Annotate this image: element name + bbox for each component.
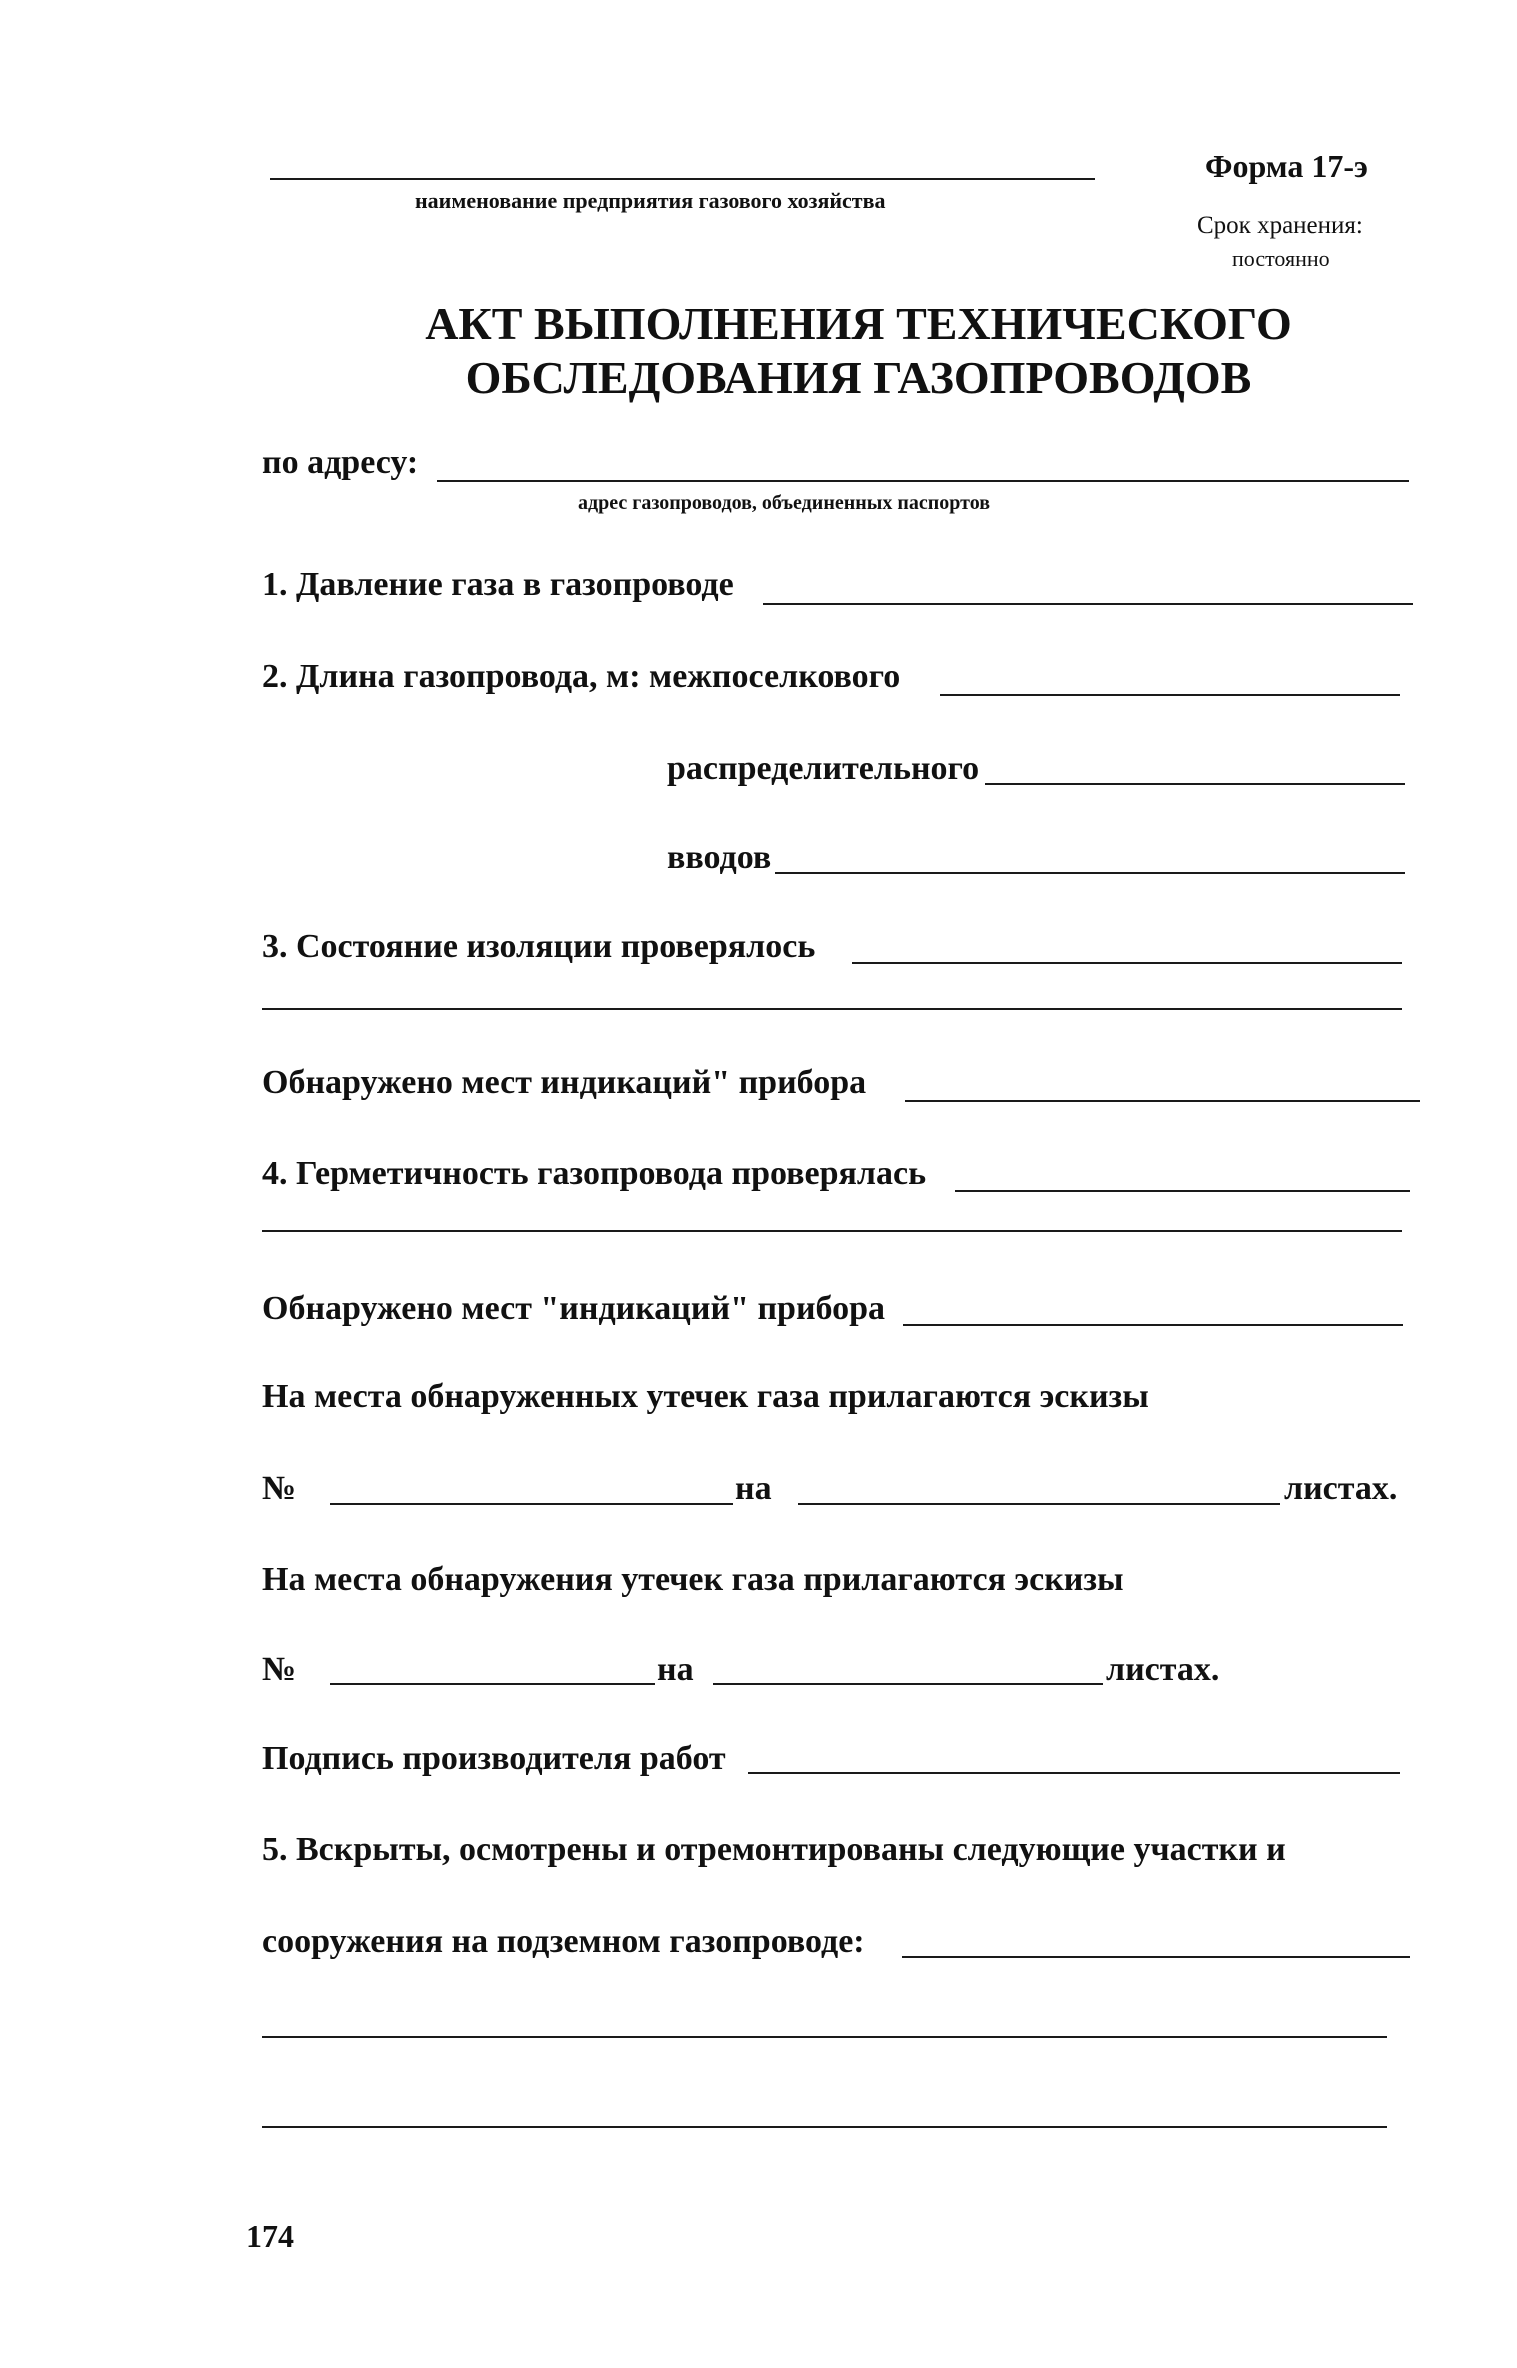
insulation-field[interactable]: [852, 962, 1402, 964]
form-number: Форма 17-э: [1205, 148, 1368, 184]
sketch-number-sign-2: №: [262, 1651, 297, 1688]
length-distribution-field[interactable]: [985, 783, 1405, 785]
pressure-label: 1. Давление газа в газопроводе: [262, 566, 734, 603]
opened-sections-label-line1: 5. Вскрыты, осмотрены и отремонтированы следующие участки и: [262, 1831, 1286, 1868]
found-indications-label-1: Обнаружено мест индикаций" прибора: [262, 1064, 867, 1101]
insulation-field-continued[interactable]: [262, 1008, 1402, 1010]
opened-sections-field[interactable]: [902, 1956, 1410, 1958]
sketch-number-field-2[interactable]: [330, 1683, 655, 1685]
found-indications-label-2: Обнаружено мест "индикаций" прибора: [262, 1290, 886, 1327]
sketch-number-field-1[interactable]: [330, 1503, 733, 1505]
length-distribution-label: распределительного: [667, 750, 980, 787]
page-number: 174: [246, 2218, 294, 2254]
length-inputs-label: вводов: [667, 839, 772, 876]
opened-sections-label-line2: сооружения на подземном газопроводе:: [262, 1923, 865, 1960]
tightness-field[interactable]: [955, 1190, 1410, 1192]
address-caption: адрес газопроводов, объединенных паспортов: [578, 492, 991, 514]
opened-sections-field-continued-1[interactable]: [262, 2036, 1387, 2038]
sketches-note-1: На места обнаруженных утечек газа прилагаются эскизы: [262, 1378, 1149, 1415]
storage-term-value: постоянно: [1232, 246, 1330, 271]
found-indications-field-1[interactable]: [905, 1100, 1420, 1102]
tightness-label: 4. Герметичность газопровода проверялась: [262, 1155, 927, 1192]
length-interurban-label: 2. Длина газопровода, м: межпоселкового: [262, 658, 901, 695]
sketch-sheets-label-1: листах.: [1284, 1470, 1398, 1507]
storage-term-label: Срок хранения:: [1197, 212, 1363, 239]
length-interurban-field[interactable]: [940, 694, 1400, 696]
sketch-number-sign-1: №: [262, 1470, 297, 1507]
pressure-field[interactable]: [763, 603, 1413, 605]
tightness-field-continued[interactable]: [262, 1230, 1402, 1232]
length-inputs-field[interactable]: [775, 872, 1405, 874]
sketches-note-2: На места обнаружения утечек газа прилагаются эскизы: [262, 1561, 1124, 1598]
sketch-sheets-label-2: листах.: [1106, 1651, 1220, 1688]
org-name-line[interactable]: [270, 178, 1095, 180]
signature-label: Подпись производителя работ: [262, 1740, 726, 1777]
document-title-line2: ОБСЛЕДОВАНИЯ ГАЗОПРОВОДОВ: [465, 352, 1252, 403]
document-title-line1: АКТ ВЫПОЛНЕНИЯ ТЕХНИЧЕСКОГО: [425, 298, 1292, 349]
insulation-label: 3. Состояние изоляции проверялось: [262, 928, 816, 965]
signature-field[interactable]: [748, 1772, 1400, 1774]
sketch-sheets-field-1[interactable]: [798, 1503, 1280, 1505]
org-name-caption: наименование предприятия газового хозяйства: [415, 188, 886, 213]
opened-sections-field-continued-2[interactable]: [262, 2126, 1387, 2128]
address-label: по адресу:: [262, 444, 419, 481]
found-indications-field-2[interactable]: [903, 1324, 1403, 1326]
sketch-sheets-field-2[interactable]: [713, 1683, 1103, 1685]
sketch-on-label-2: на: [657, 1651, 694, 1688]
address-field[interactable]: [437, 480, 1409, 482]
sketch-on-label-1: на: [735, 1470, 772, 1507]
